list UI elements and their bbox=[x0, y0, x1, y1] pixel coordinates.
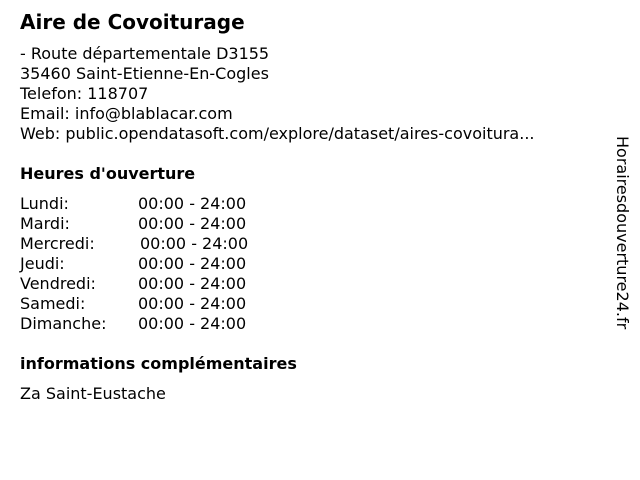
hours-time: 00:00 - 24:00 bbox=[138, 314, 247, 333]
site-watermark: Horairesdouverture24.fr bbox=[613, 136, 632, 330]
hours-time: 00:00 - 24:00 bbox=[138, 254, 247, 273]
hours-row bbox=[20, 294, 320, 314]
hours-row bbox=[20, 214, 320, 234]
hours-time: 00:00 - 24:00 bbox=[138, 194, 247, 213]
website-link: Web: public.opendatasoft.com/explore/dataset/aires-covoitura... bbox=[20, 124, 535, 143]
hours-time: 00:00 - 24:00 bbox=[140, 234, 249, 253]
hours-day: Vendredi: bbox=[20, 274, 96, 293]
hours-time: 00:00 - 24:00 bbox=[138, 294, 247, 313]
email-address: Email: info@blablacar.com bbox=[20, 104, 233, 123]
hours-row bbox=[20, 314, 320, 334]
address-block bbox=[20, 44, 535, 144]
hours-time: 00:00 - 24:00 bbox=[138, 214, 247, 233]
hours-day: Mercredi: bbox=[20, 234, 95, 253]
opening-hours-heading: Heures d'ouverture bbox=[20, 164, 196, 183]
hours-day: Jeudi: bbox=[20, 254, 65, 273]
hours-day: Dimanche: bbox=[20, 314, 107, 333]
hours-row bbox=[20, 274, 320, 294]
hours-row bbox=[20, 234, 320, 254]
hours-day: Mardi: bbox=[20, 214, 70, 233]
additional-info-text: Za Saint-Eustache bbox=[20, 384, 166, 403]
additional-info-heading: informations complémentaires bbox=[20, 354, 297, 373]
hours-day: Samedi: bbox=[20, 294, 86, 313]
opening-hours-table bbox=[20, 194, 320, 334]
hours-time: 00:00 - 24:00 bbox=[138, 274, 247, 293]
hours-row bbox=[20, 254, 320, 274]
address-city: 35460 Saint-Etienne-En-Cogles bbox=[20, 64, 269, 83]
address-street: - Route départementale D3155 bbox=[20, 44, 270, 63]
hours-row bbox=[20, 194, 320, 214]
page-title: Aire de Covoiturage bbox=[20, 10, 245, 34]
hours-day: Lundi: bbox=[20, 194, 69, 213]
phone-number: Telefon: 118707 bbox=[20, 84, 149, 103]
